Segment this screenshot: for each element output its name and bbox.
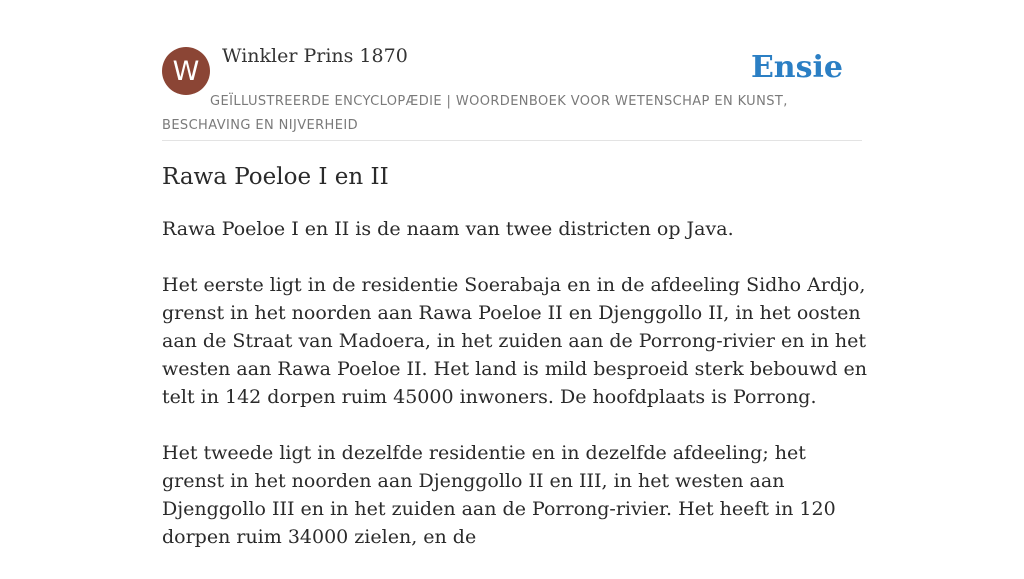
page-container	[162, 0, 868, 548]
header	[162, 0, 862, 141]
article-paragraph: Het tweede ligt in dezelfde residentie en in dezelfde afdeeling; het grenst in het noorden aan Djenggollo II en III, in het westen aan Djenggollo III en in het zuiden aan de Porrong-rivier. Het heeft in 120 dorpen ruim 34000 zielen, en de	[162, 442, 836, 548]
brand-logo[interactable]: Ensie	[750, 50, 843, 85]
article-paragraph: Rawa Poeloe I en II is de naam van twee districten op Java.	[162, 218, 734, 240]
article-paragraph: Het eerste ligt in de residentie Soerabaja en in de afdeeling Sidho Ardjo, grenst in het noorden aan Rawa Poeloe II en Djenggollo II, in het oosten aan de Straat van Madoera, in het zuiden aan de Porrong-rivier en in het westen aan Rawa Poeloe II. Het land is mild besproeid sterk bebouwd en telt in 142 dorpen ruim 45000 inwoners. De hoofdplaats is Porrong.	[162, 274, 868, 408]
avatar[interactable]: W	[162, 47, 210, 95]
book-subtitle: GEÏLLUSTREERDE ENCYCLOPÆDIE | WOORDENBOEK VOOR WETENSCHAP EN KUNST, BESCHAVING EN NIJVERHEID	[162, 94, 788, 133]
page-title: Rawa Poeloe I en II	[162, 164, 389, 190]
article-body	[162, 215, 870, 579]
book-title[interactable]: Winkler Prins 1870	[222, 45, 408, 67]
